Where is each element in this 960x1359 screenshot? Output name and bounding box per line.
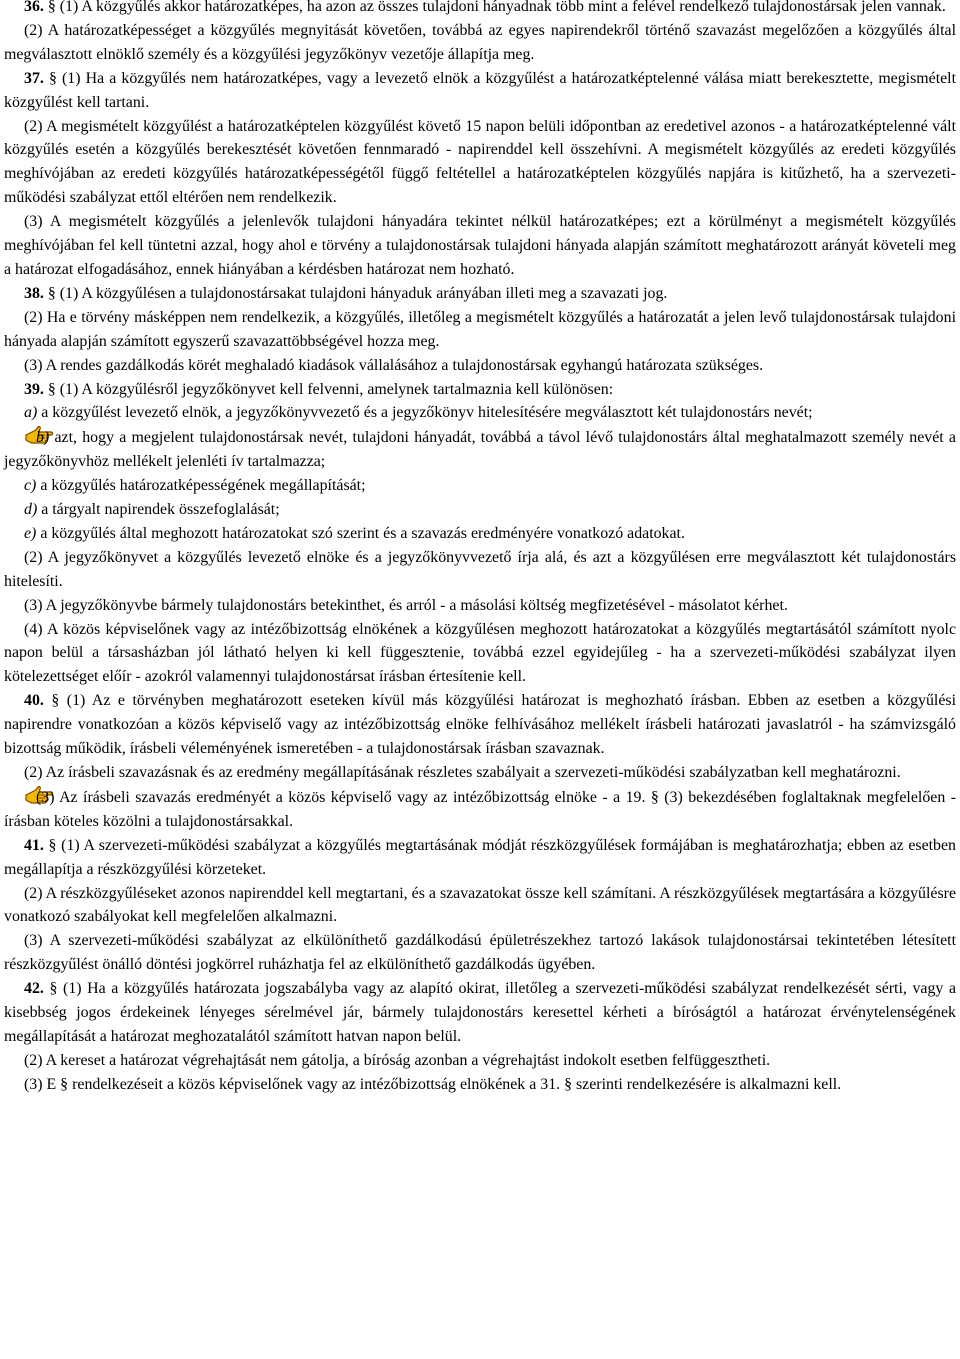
paragraph-42-1	[4, 977, 956, 1049]
pointing-hand-icon[interactable]	[4, 785, 34, 805]
section-number: 36.	[24, 0, 44, 15]
paragraph-text: (3) A megismételt közgyűlés a jelenlevők tulajdoni hányadára tekintet nélkül határozatképes; ezt a körülményt a megismételt közgyűlés meghívójában fel kell tüntetni azzal, hogy ahol e törvény a tulajdonostársak tulajdoni hányada alapján számított meghatározott arányát követeli meg a határozat elfogadásához, ennek hiányában a kérdésben határozat nem hozható.	[4, 213, 956, 278]
paragraph-42-3	[4, 1073, 956, 1097]
paragraph-39-a	[4, 401, 956, 425]
paragraph-38-1	[4, 282, 956, 306]
paragraph-text: (3) A jegyzőkönyvbe bármely tulajdonostárs betekinthet, és arról - a másolási költség megfizetésével - másolatot kérhet.	[24, 596, 788, 614]
item-letter: d)	[24, 501, 38, 519]
paragraph-text: (4) A közös képviselőnek vagy az intézőbizottság elnökének a közgyűlésen meghozott határozatokat a közgyűlés megtartásától számított nyolc napon belül a társasházban jól látható helyen ki kell függesztenie, továbbá ezzel egyidejűleg - ha a szervezeti-működési szabályzat ilyen kötelezettséget előír - azokról valamennyi tulajdonostársat írásban értesítenie kell.	[4, 620, 956, 686]
section-number: 41.	[24, 836, 44, 854]
paragraph-39-3	[4, 594, 956, 618]
paragraph-39-b	[4, 425, 956, 474]
paragraph-37-2	[4, 115, 956, 211]
pointing-hand-icon[interactable]	[4, 425, 34, 445]
paragraph-39-d	[4, 498, 956, 522]
paragraph-41-3	[4, 929, 956, 977]
paragraph-39-e	[4, 522, 956, 546]
paragraph-36-2	[4, 19, 956, 67]
paragraph-39-2	[4, 546, 956, 594]
paragraph-text: (3) A rendes gazdálkodás körét meghaladó kiadások vállalásához a tulajdonostársak egyhangú határozata szükséges.	[24, 356, 764, 374]
paragraph-38-3	[4, 354, 956, 378]
paragraph-text: (2) A részközgyűléseket azonos napirenddel kell megtartani, és a szavazatokat össze kell számítani. A részközgyűlések megtartására a közgyűlésre vonatkozó szabályokat kell megfelelően alkalmazni.	[4, 884, 956, 926]
paragraph-text: (3) E § rendelkezéseit a közös képviselőnek vagy az intézőbizottság elnökének a 31. § szerinti rendelkezésére is alkalmazni kell.	[24, 1075, 842, 1093]
paragraph-text: (2) A jegyzőkönyvet a közgyűlés levezető elnöke és a jegyzőkönyvvezető írja alá, és azt a közgyűlésen erre megválasztott két tulajdonostárs hitelesíti.	[4, 548, 956, 590]
paragraph-39-1	[4, 378, 956, 402]
paragraph-text: a közgyűlés határozatképességének megállapítását;	[36, 477, 366, 495]
paragraph-36-1	[4, 0, 956, 19]
section-number: 37.	[24, 69, 44, 87]
paragraph-text: a tárgyalt napirendek összefoglalását;	[37, 501, 280, 519]
paragraph-37-3	[4, 210, 956, 282]
paragraph-text: azt, hogy a megjelent tulajdonostársak nevét, tulajdoni hányadát, továbbá a távol lévő tulajdonostárs által meghatalmazott személy nevét a jegyzőkönyvhöz mellékelt jelenléti ív tartalmazza;	[4, 429, 956, 471]
paragraph-text: § (1) Ha a közgyűlés nem határozatképes, vagy a levezető elnök a közgyűlést a határozatképtelenné válása miatt berekesztette, megismételt közgyűlést kell tartani.	[4, 69, 956, 111]
paragraph-41-2	[4, 882, 956, 930]
paragraph-text: § (1) A szervezeti-működési szabályzat a közgyűlés megtartásának módját részközgyűlések formájában is meghatározhatja; ebben az esetben megállapítja a részközgyűlési körzeteket.	[4, 836, 956, 878]
paragraph-text: (2) A megismételt közgyűlést a határozatképtelen közgyűlést követő 15 napon belüli időpontban az eredetivel azonos - a határozatképtelenné vált közgyűlés esetén a közgyűlés berekesztését követően fennmaradó - napirenddel kell összehívni. A megismételt közgyűlés az eredeti közgyűlés meghívójában az eredeti közgyűlés határozatképességétől függő feltétellel a határozatképtelen közgyűlés napjára is kitűzhető, ha a szervezeti-működési szabályzat ettől eltérően nem rendelkezik.	[4, 117, 956, 207]
paragraph-42-2	[4, 1049, 956, 1073]
paragraph-40-1	[4, 689, 956, 761]
section-number: 42.	[24, 980, 44, 998]
paragraph-text: § (1) A közgyűlésről jegyzőkönyvet kell felvenni, amelynek tartalmaznia kell különösen:	[43, 380, 614, 398]
paragraph-37-1	[4, 67, 956, 115]
paragraph-text: (3) A szervezeti-működési szabályzat az elkülöníthető gazdálkodású épületrészekhez tartozó lakások tulajdonostársai tekintetében létesített részközgyűlést önálló döntési jogkörrel ruházhatja fel az elkülöníthető gazdálkodás ügyében.	[4, 932, 956, 974]
item-letter: b)	[36, 429, 50, 447]
paragraph-41-1	[4, 834, 956, 882]
item-letter: c)	[24, 477, 37, 495]
paragraph-text: § (1) Ha a közgyűlés határozata jogszabályba vagy az alapító okirat, illetőleg a szervezeti-működési szabályzat rendelkezését sérti, vagy a kisebbség jogos érdekeinek lényeges sérelmével jár, bármely tulajdonostárs keresettel kérheti a bíróságtól a határozat érvénytelenségének megállapítását a határozat meghozatalától számított hatvan napon belül.	[4, 980, 956, 1045]
paragraph-40-2	[4, 761, 956, 785]
section-number: 38.	[24, 284, 44, 302]
paragraph-text: (2) A kereset a határozat végrehajtását nem gátolja, a bíróság azonban a végrehajtást indokolt esetben felfüggesztheti.	[24, 1051, 771, 1069]
item-letter: e)	[24, 524, 37, 542]
paragraph-text: § (1) Az e törvényben meghatározott eseteken kívül más közgyűlési határozat is meghozható írásban. Ebben az esetben a közgyűlési napirendre vonatkozóan a közös képviselő vagy az intézőbizottság elnöke felhívásához mellékelt írásbeli határozati javaslatról - ha számvizsgáló bizottság működik, írásbeli véleményének ismeretében - a tulajdonostársak írásban szavaznak.	[4, 692, 956, 758]
paragraph-40-3	[4, 785, 956, 834]
paragraph-text: (2) Az írásbeli szavazásnak és az eredmény megállapításának részletes szabályait a szervezeti-működési szabályzatban kell meghatározni.	[24, 764, 901, 781]
paragraph-text: a közgyűlés által meghozott határozatokat szó szerint és a szavazás eredményére vonatkozó adatokat.	[36, 524, 685, 542]
section-number: 40.	[24, 692, 44, 710]
paragraph-39-4	[4, 618, 956, 690]
paragraph-text: § (1) A közgyűlésen a tulajdonostársakat tulajdoni hányaduk arányában illeti meg a szavazati jog.	[43, 284, 668, 302]
paragraph-text: a közgyűlést levezető elnök, a jegyzőkönyvvezető és a jegyzőkönyv hitelesítésére megválasztott két tulajdonostárs nevét;	[37, 404, 813, 422]
paragraph-39-c	[4, 474, 956, 498]
paragraph-text: (2) Ha e törvény másképpen nem rendelkezik, a közgyűlés, illetőleg a megismételt közgyűlés a határozatát a jelen levő tulajdonostársak tulajdoni hányada alapján számított egyszerű szavazattöbbségével hozza meg.	[4, 308, 956, 350]
section-number: 39.	[24, 380, 44, 398]
item-letter: a)	[24, 404, 38, 422]
paragraph-text: § (1) A közgyűlés akkor határozatképes, ha azon az összes tulajdoni hányadnak több mint a felével rendelkező tulajdonostársak jelen vannak.	[43, 0, 946, 15]
paragraph-text: (3) Az írásbeli szavazás eredményét a közös képviselő vagy az intézőbizottság elnöke - a 19. § (3) bekezdésében foglaltaknak megfelelően - írásban köteles közölni a tulajdonostársakkal.	[4, 788, 956, 830]
paragraph-text: (2) A határozatképességet a közgyűlés megnyitását követően, továbbá az egyes napirendekről történő szavazást megelőzően a közgyűlés által megválasztott elnöklő személy és a közgyűlési jegyzőkönyv vezetője állapítja meg.	[4, 21, 956, 63]
paragraph-38-2	[4, 306, 956, 354]
